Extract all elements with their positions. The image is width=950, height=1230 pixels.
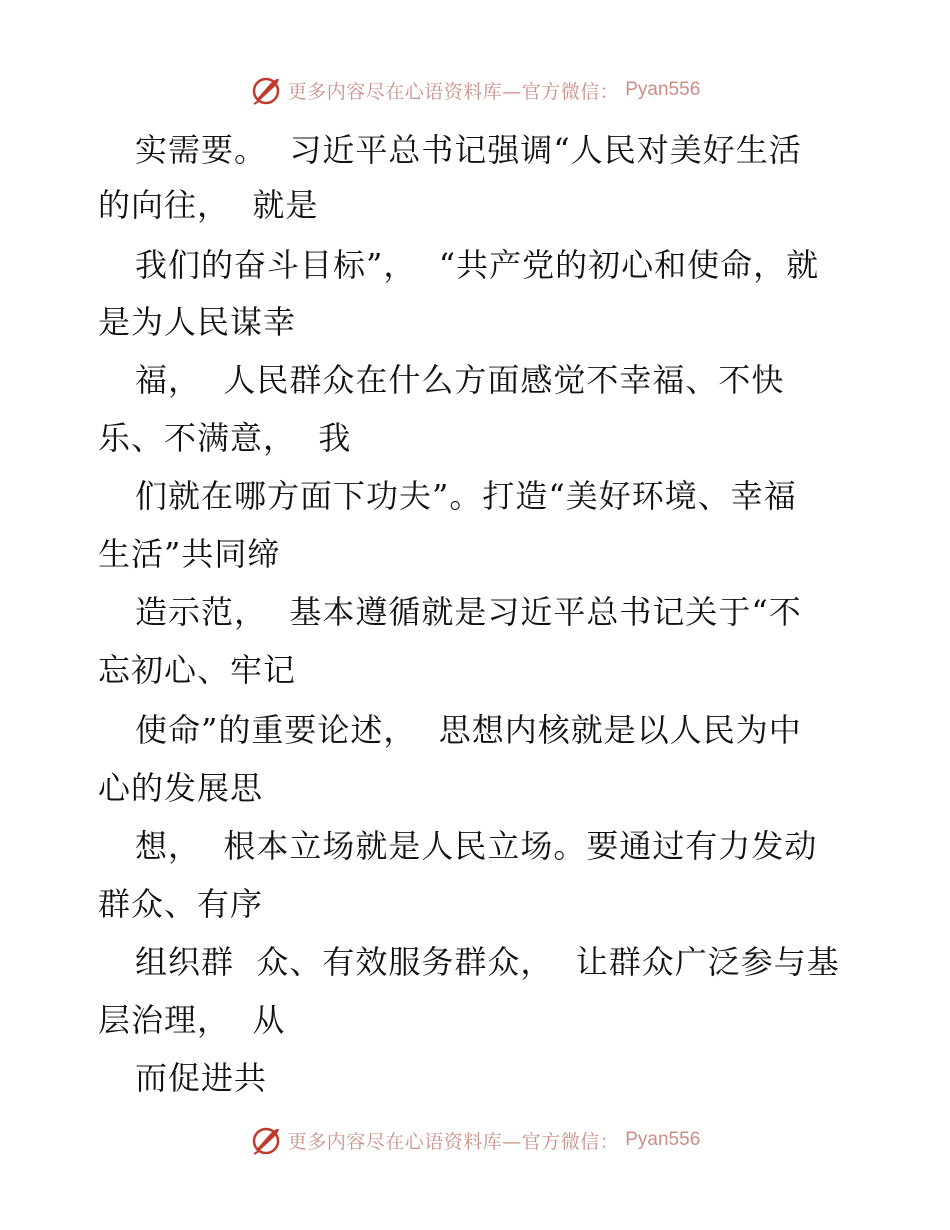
body-line: 心的发展思 [98,769,264,807]
body-line: 造示范， 基本遵循就是习近平总书记关于“不 [135,593,802,631]
body-line: 的向往， 就是 [98,186,319,224]
body-line: 群众、有序 [98,885,264,923]
body-line: 乐、不满意， 我 [98,419,352,457]
footer-watermark [0,1120,950,1160]
header-watermark [0,70,950,110]
watermark-wechat-id: Pyan556 [625,1129,701,1150]
body-line: 而促进共 [135,1059,268,1097]
watermark-text: 更多内容尽在心语资料库—官方微信： [287,80,620,103]
body-line: 们就在哪方面下功夫”。打造“美好环境、幸福 [135,477,797,515]
body-line: 组织群 众、有效服务群众， 让群众广泛参与基 [135,943,840,981]
watermark-wechat-id: Pyan556 [625,79,701,100]
body-line: 福， 人民群众在什么方面感觉不幸福、不快 [135,361,785,399]
watermark-text: 更多内容尽在心语资料库—官方微信： [287,1130,620,1153]
body-line: 是为人民谋幸 [98,303,297,341]
body-line: 我们的奋斗目标”， “共产党的初心和使命，就 [135,246,820,284]
body-line: 实需要。 习近平总书记强调“人民对美好生活 [135,131,802,169]
body-line: 忘初心、牢记 [98,651,297,689]
body-line: 层治理， 从 [98,1001,286,1039]
body-line: 想， 根本立场就是人民立场。要通过有力发动 [135,827,818,865]
feather-pen-logo-icon [250,74,282,106]
body-line: 使命”的重要论述， 思想内核就是以人民为中 [135,711,802,749]
body-line: 生活”共同缔 [98,535,281,573]
feather-pen-logo-icon [250,1124,282,1156]
